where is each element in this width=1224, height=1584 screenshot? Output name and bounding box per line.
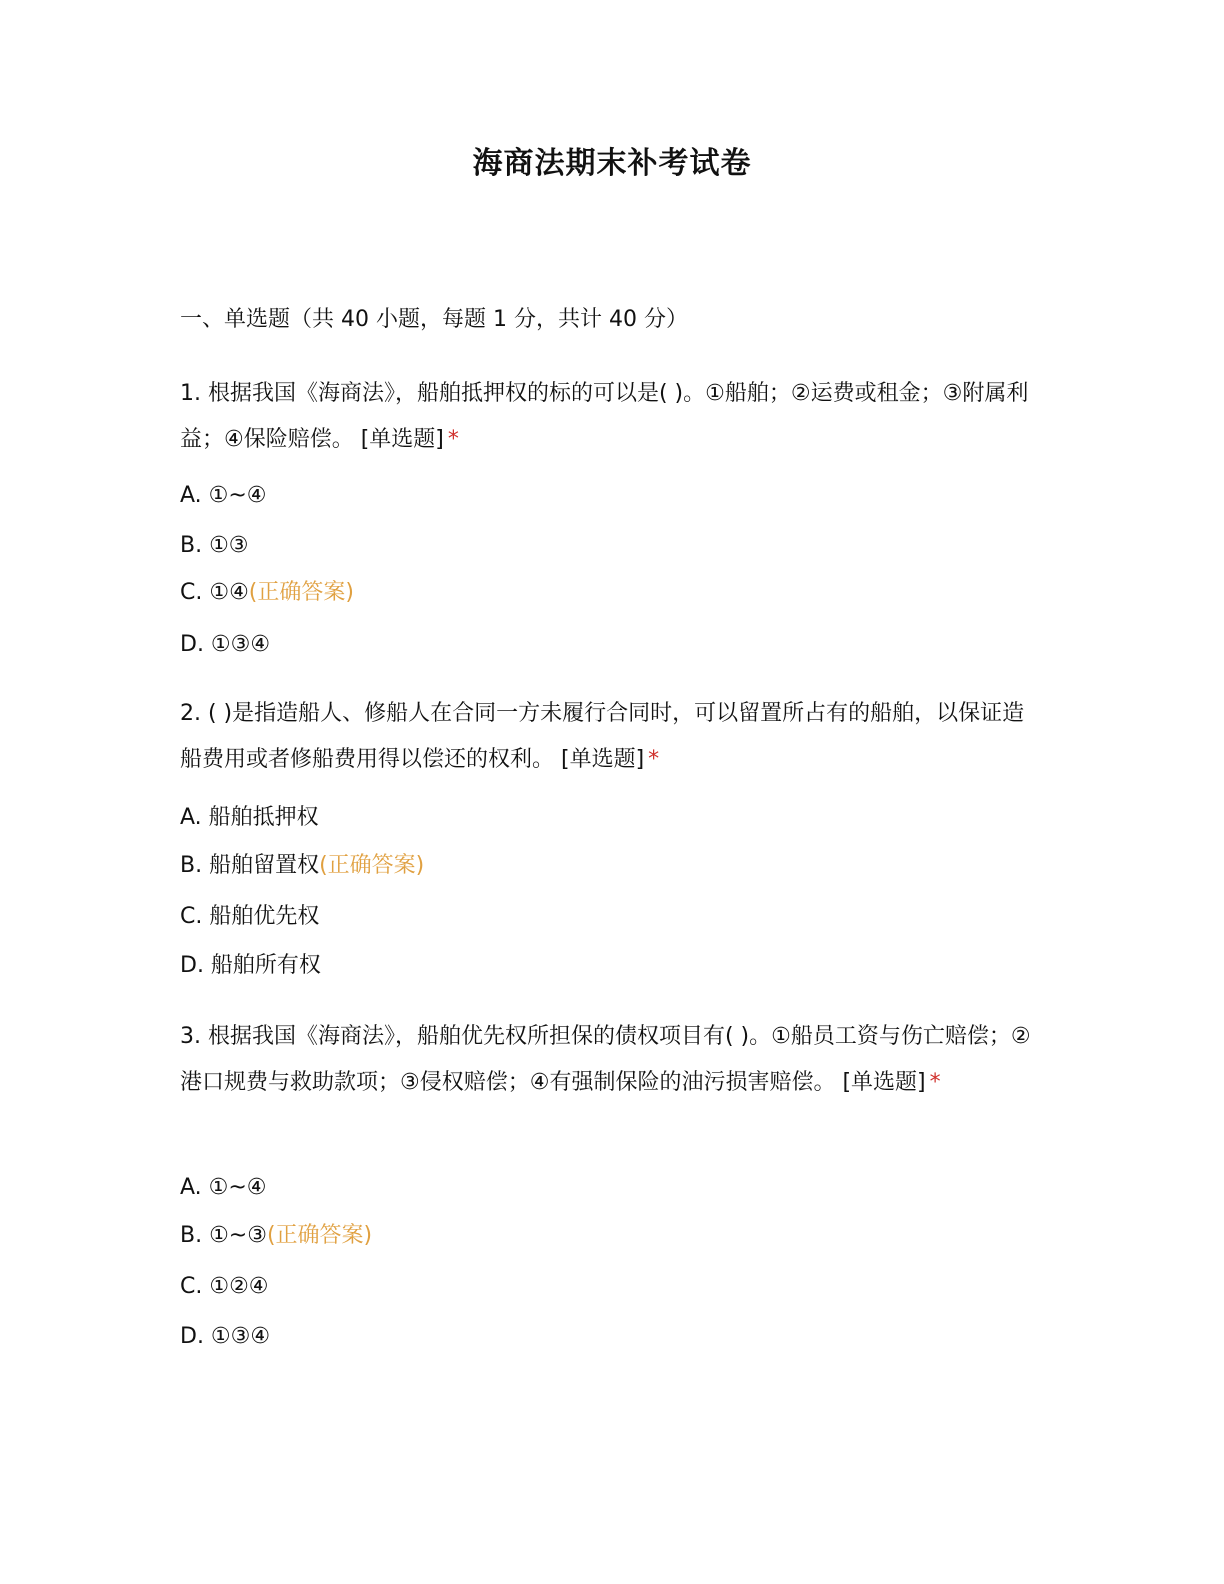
q2-option-c-label: C. 船舶优先权 bbox=[180, 904, 320, 929]
q2-option-c[interactable] bbox=[180, 902, 319, 932]
question-2-text: 2. ( )是指造船人、修船人在合同一方未履行合同时，可以留置所占有的船舶，以保证造船费用或者修船费用得以偿还的权利。 [单选题] bbox=[180, 701, 1025, 772]
q1-option-a-label: A. ①~④ bbox=[180, 483, 267, 508]
q2-option-d-label: D. 船舶所有权 bbox=[180, 953, 321, 978]
q2-option-d[interactable] bbox=[180, 951, 321, 981]
question-1 bbox=[180, 371, 1040, 463]
correct-answer-tag: (正确答案) bbox=[266, 1223, 373, 1248]
q2-option-a[interactable] bbox=[180, 803, 319, 833]
question-1-text: 1. 根据我国《海商法》，船舶抵押权的标的可以是( )。①船舶；②运费或租金；③附属利益；④保险赔偿。 [单选题] bbox=[180, 381, 1029, 452]
q1-option-a[interactable] bbox=[180, 481, 267, 511]
q3-option-c[interactable] bbox=[180, 1272, 269, 1302]
q3-option-d-label: D. ①③④ bbox=[180, 1324, 271, 1349]
q3-option-c-label: C. ①②④ bbox=[180, 1274, 269, 1299]
q1-option-b-label: B. ①③ bbox=[180, 533, 249, 558]
required-mark: * bbox=[929, 1070, 941, 1095]
q2-option-a-label: A. 船舶抵押权 bbox=[180, 805, 319, 830]
q2-option-b[interactable] bbox=[180, 851, 424, 881]
q3-option-a-label: A. ①~④ bbox=[180, 1175, 267, 1200]
q3-option-b[interactable] bbox=[180, 1221, 372, 1251]
question-3 bbox=[180, 1014, 1040, 1106]
required-mark: * bbox=[447, 427, 459, 452]
q3-option-d[interactable] bbox=[180, 1322, 270, 1352]
required-mark: * bbox=[648, 747, 660, 772]
correct-answer-tag: (正确答案) bbox=[248, 580, 354, 605]
q1-option-c[interactable] bbox=[180, 578, 354, 608]
section-heading: 一、单选题（共 40 小题，每题 1 分，共计 40 分） bbox=[180, 307, 688, 332]
q1-option-d-label: D. ①③④ bbox=[180, 632, 271, 657]
q2-option-b-label: B. 船舶留置权 bbox=[180, 853, 320, 878]
q1-option-c-label: C. ①④ bbox=[180, 580, 249, 605]
question-2 bbox=[180, 691, 1040, 783]
question-3-text: 3. 根据我国《海商法》，船舶优先权所担保的债权项目有( )。①船员工资与伤亡赔偿；②港口规费与救助款项；③侵权赔偿；④有强制保险的油污损害赔偿。 [单选题] bbox=[180, 1024, 1031, 1095]
q3-option-a[interactable] bbox=[180, 1173, 267, 1203]
q1-option-d[interactable] bbox=[180, 630, 270, 660]
q3-option-b-label: B. ①~③ bbox=[180, 1223, 267, 1248]
q1-option-b[interactable] bbox=[180, 531, 249, 561]
page-title: 海商法期末补考试卷 bbox=[472, 146, 752, 181]
correct-answer-tag: (正确答案) bbox=[319, 853, 425, 878]
